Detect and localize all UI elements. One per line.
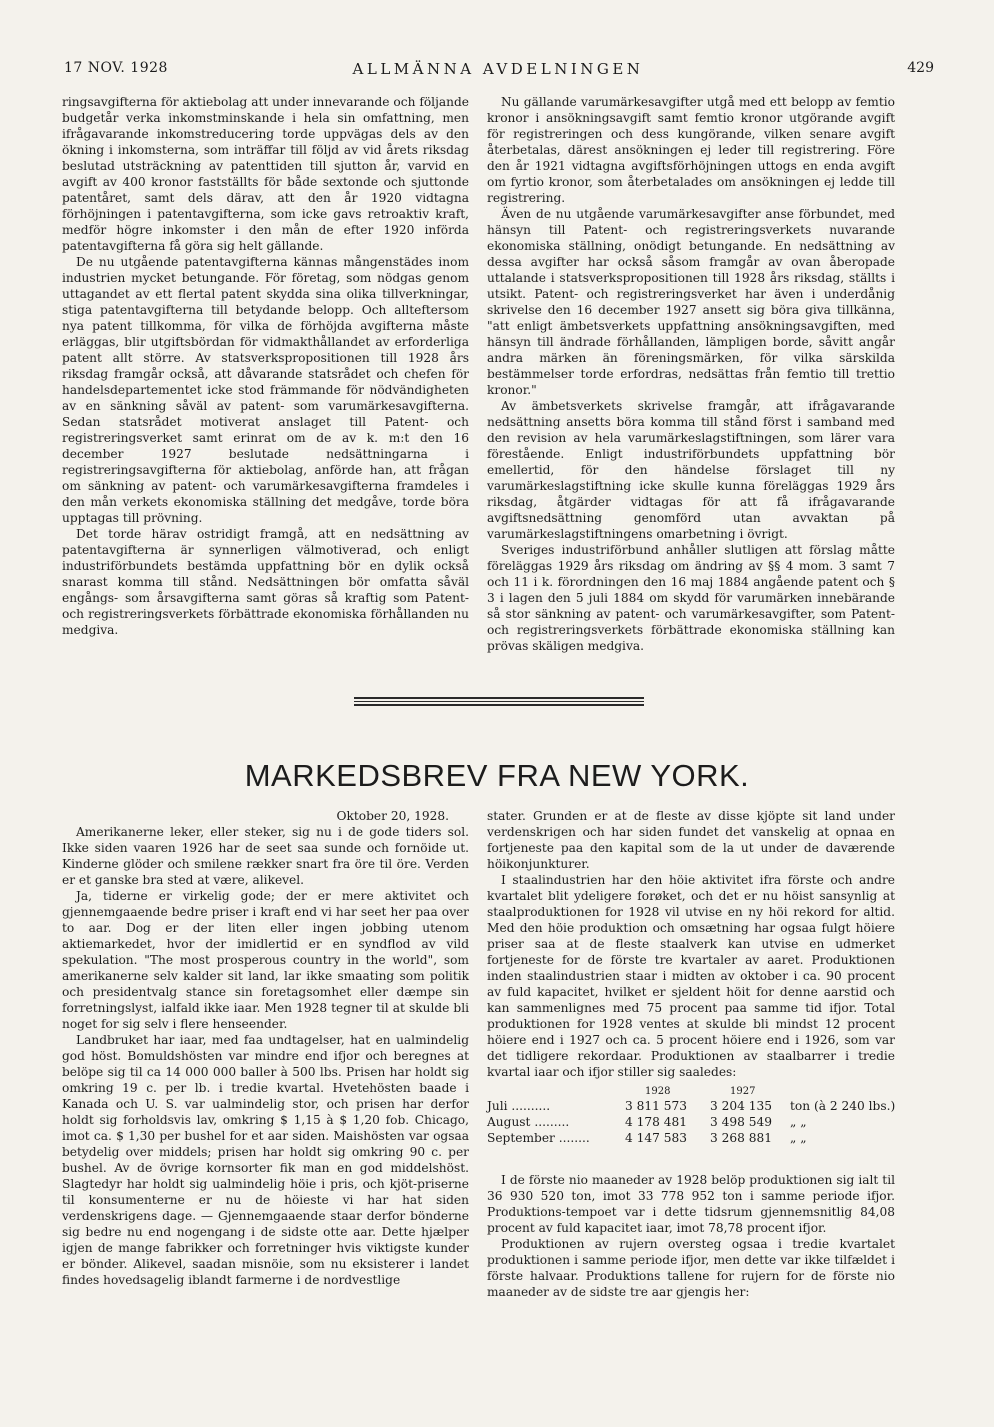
- running-header: [60, 60, 936, 84]
- article1-column-right: [487, 94, 895, 654]
- paragraph: Även de nu utgående varumärkesavgifter anse förbundet, med hänsyn till Patent- och registreringsverkets nuvarande ekonomiska ställning, onödigt betungande. En nedsättning av dessa avgifter har också såsom framgår av ovan åberopade uttalande i statsverkspropositionen till 1928 års riksdag, ställts i utsikt. Patent- och registreringsverket har även i underdånig skrivelse den 16 december 1927 ansett sig böra giva tillkänna, "att enligt ämbetsverkets uppfattning ansökningsavgiften, med hänsyn till ändrade förhållanden, lämpligen borde, såvitt angår andra märken än föreningsmärken, för vilka särskilda bestämmelser torde erfordras, nedsättas från femtio till trettio kronor.": [487, 207, 895, 397]
- paragraph: Av ämbetsverkets skrivelse framgår, att ifrågavarande nedsättning ansetts böra komma till stånd först i samband med den revision av hela varumärkeslagstiftningen, som lärer vara förestående. Enligt industriförbundets uppfattning bör emellertid, för den händelse förslaget till ny varumärkeslagstiftning icke skulle kunna föreläggas 1929 års riksdag, åtgärder vidtagas för att få ifrågavarande avgiftsnedsättning genomförd utan avvaktan på varumärkeslagstiftningens omarbetning i övrigt.: [487, 399, 895, 541]
- table-header: [487, 1084, 895, 1098]
- table-cell-1927: 3 204 135: [710, 1099, 773, 1113]
- paragraph: De nu utgående patentavgifterna kännas mångenstädes inom industrien mycket betungande. För företag, som nödgas genom uttagandet av ett flertal patent skydda sina olika tillverkningar, stiga patentavgifterna till betydande belopp. Och allteftersom nya patent tillkomma, för vilka de förhöjda avgifterna måste erläggas, blir utgiftsbördan för vidmakthållandet av erforderliga patent allt större. Av statsverkspropositionen till 1928 års riksdag framgår också, att dåvarande statsrådet och chefen för handelsdepartementet icke stod främmande för nödvändigheten av en sänkning såväl av patent- som varumärkesavgifterna. Sedan statsrådet motiverat anslaget till Patent- och registreringsverket samt erinrat om de av k. m:t den 16 december 1927 beslutade nedsättningarna i registreringsavgifterna för aktiebolag, anförde han, att frågan om sänkning av patent- och varumärkesavgifterna framdeles i den mån verkets ekonomiska ställning det medgåve, torde böra upptagas till prövning.: [62, 255, 469, 525]
- article2-column-right: [487, 808, 895, 1300]
- section-divider: [354, 697, 644, 708]
- table-cell-month: Juli ..........: [487, 1099, 551, 1113]
- table-cell-1928: 4 147 583: [625, 1131, 688, 1145]
- column-header-1927: 1927: [730, 1086, 756, 1097]
- table-cell-unit: ton (à 2 240 lbs.): [790, 1099, 896, 1113]
- table-cell-unit: „ „: [790, 1131, 807, 1145]
- header-date: 17 NOV. 1928: [64, 60, 168, 76]
- paragraph: Sveriges industriförbund anhåller slutligen att förslag måtte föreläggas 1929 års riksdag om ändring av §§ 4 mom. 3 samt 7 och 11 i k. förordningen den 16 maj 1884 angående patent och § 3 i lagen den 5 juli 1884 om skydd för varumärken innebärande så stor sänkning av patent- och varumärkesavgifter, som Patent- och registreringsverkets förbättrade ekonomiska ställning kan prövas skäligen medgiva.: [487, 543, 895, 653]
- steel-production-table: [487, 1084, 895, 1146]
- table-cell-1927: 3 498 549: [710, 1115, 773, 1129]
- paragraph: I de förste nio maaneder av 1928 belöp produktionen sig ialt til 36 930 520 ton, imot 33 778 952 ton i samme periode ifjor. Produktions-tempoet var i dette tidsrum gjennemsnitlig 84,08 procent av fuld kapacitet iaar, imot 78,78 procent ifjor.: [487, 1173, 895, 1235]
- table-cell-unit: „ „: [790, 1115, 807, 1129]
- header-section-title: ALLMÄNNA AVDELNINGEN: [352, 60, 644, 78]
- article1-column-left: [62, 94, 469, 638]
- paragraph: Det torde härav ostridigt framgå, att en nedsättning av patentavgifterna är synnerligen välmotiverad, och enligt industriförbundets bestämda uppfattning bör en dylik också snarast komma till stånd. Nedsättningen bör omfatta såväl engångs- som årsavgifterna samt göras så kraftig som Patent- och registreringsverkets förbättrade ekonomiska förhållanden nu medgiva.: [62, 527, 469, 637]
- table-cell-1927: 3 268 881: [710, 1131, 773, 1145]
- paragraph: Nu gällande varumärkesavgifter utgå med ett belopp av femtio kronor i ansökningsavgift samt femtio kronor utgörande avgift för registreringen och dess kungörande, vilken senare avgift återbetalas, därest ansökningen ej leder till registrering. Före den år 1921 vidtagna avgiftsförhöjningen uttogs en enda avgift om fyrtio kronor, som återbetalades om ansökningen ej ledde till registrering.: [487, 95, 895, 205]
- table-cell-1928: 3 811 573: [625, 1099, 688, 1113]
- paragraph: I staalindustrien har den höie aktivitet ifra förste och andre kvartalet blit ydeligere forøket, och det er nu höist sansynlig at staalproduktionen for 1928 vil utvise en ny höi rekord for altid. Med den höie produktion och omsætning har ogsaa fulgt höiere priser saa at de fleste staalverk kan utvise en udmerket fortjeneste for de förste tre kvartaler av aaret. Produktionen inden staalindustrien staar i midten av oktober i ca. 90 procent av fuld kapacitet, hvilket er sjeldent höit for denne aarstid och kan sammenlignes med 75 procent paa samme tid ifjor. Total produktionen for 1928 ventes at skulde bli mindst 12 procent höiere end i 1927 och ca. 5 procent höiere end i 1926, som var det tidligere rekordaar. Produktionen av staalbarrer i tredie kvartal iaar och ifjor stiller sig saaledes:: [487, 873, 895, 1079]
- paragraph: Amerikanerne leker, eller steker, sig nu i de gode tiders sol. Ikke siden vaaren 1926 har de seet saa sunde och fornöide ut. Kinderne glöder och smilene rækker snart fra öre til öre. Verden er et ganske bra sted at være, alikevel.: [62, 825, 469, 887]
- article2-column-left: [62, 808, 469, 1288]
- page-number: 429: [907, 60, 934, 76]
- paragraph: Produktionen av rujern oversteg ogsaa i tredie kvartalet produktionen i samme periode ifjor, men dette var ikke tilfældet i förste halvaar. Produktions tallene for rujern for de förste nio maaneder av de sidste tre aar gjengis her:: [487, 1237, 895, 1299]
- table-row: [487, 1130, 895, 1146]
- table-cell-1928: 4 178 481: [625, 1115, 688, 1129]
- table-row: [487, 1098, 895, 1114]
- table-row: [487, 1114, 895, 1130]
- paragraph: ringsavgifterna för aktiebolag att under innevarande och följande budgetår verka inkomstminskande i hela sin omfattning, men ifrågavarande inkomstreducering torde uppvägas dels av den ökning i inkomsterna, som inträffar till följd av vid årets riksdag beslutad utsträckning av patenttiden till sjutton år, varvid en avgift av 400 kronor fastställts för både sextonde och sjuttonde patentåret, samt dels därav, att den år 1920 vidtagna förhöjningen i patentavgifterna, som icke gavs retroaktiv kraft, medför högre inkomster i den mån de efter 1920 införda patentavgifterna få göra sig helt gällande.: [62, 95, 469, 253]
- column-header-1928: 1928: [645, 1086, 671, 1097]
- paragraph: Landbruket har iaar, med faa undtagelser, hat en ualmindelig god höst. Bomuldshösten var mindre end ifjor och beregnes at belöpe sig til ca 14 000 000 baller à 500 lbs. Prisen har holdt sig omkring 19 c. per lb. i tredie kvartal. Hvetehösten baade i Kanada och U. S. var ualmindelig stor, och prisen har derfor holdt sig forholdsvis lav, omkring $ 1,15 à $ 1,20 fob. Chicago, imot ca. $ 1,30 per bushel for et aar siden. Maishösten var ogsaa betydelig over middels; prisen har holdt sig omkring 90 c. per bushel. Av de övrige kornsorter fik man en god middelshöst. Slagtedyr har holdt sig ualmindelig höie i pris, och kjöt-priserne til konsumenterne er nu de höieste vi har hat siden verdenskrigens dage. — Gjennemgaaende staar derfor bönderne sig bedre nu end nogengang i de sidste otte aar. Dette hjælper igjen de mange fabrikker och forretninger hvis viktigste kunder er bönder. Alikevel, saadan misnöie, som nu eksisterer i landet findes hovedsagelig iblandt farmerne i de nordvestlige: [62, 1033, 469, 1287]
- table-cell-month: September ........: [487, 1131, 590, 1145]
- paragraph: stater. Grunden er at de fleste av disse kjöpte sit land under verdenskrigen och har siden fundet det vanskelig at opnaa en fortjeneste paa den kapital som de la ut under de daværende höikonjunkturer.: [487, 809, 895, 871]
- table-cell-month: August .........: [487, 1115, 570, 1129]
- article-title: MARKEDSBREV FRA NEW YORK.: [244, 758, 750, 793]
- paragraph: Ja, tiderne er virkelig gode; der er mere aktivitet och gjennemgaaende bedre priser i kraft end vi har seet her paa over to aar. Dog er der liten eller ingen jobbing utenom aktiemarkedet, hvor der imidlertid er en syndflod av vild spekulation. "The most prosperous country in the world", som amerikanerne selv kalder sit land, lar ikke smaating som politik och presidentvalg stance sin foretagsomhet eller dæmpe sin forretningslyst, ialfald ikke iaar. Men 1928 tegner til at skulde bli noget for sig selv i flere henseender.: [62, 889, 469, 1031]
- dateline: Oktober 20, 1928.: [336, 809, 449, 823]
